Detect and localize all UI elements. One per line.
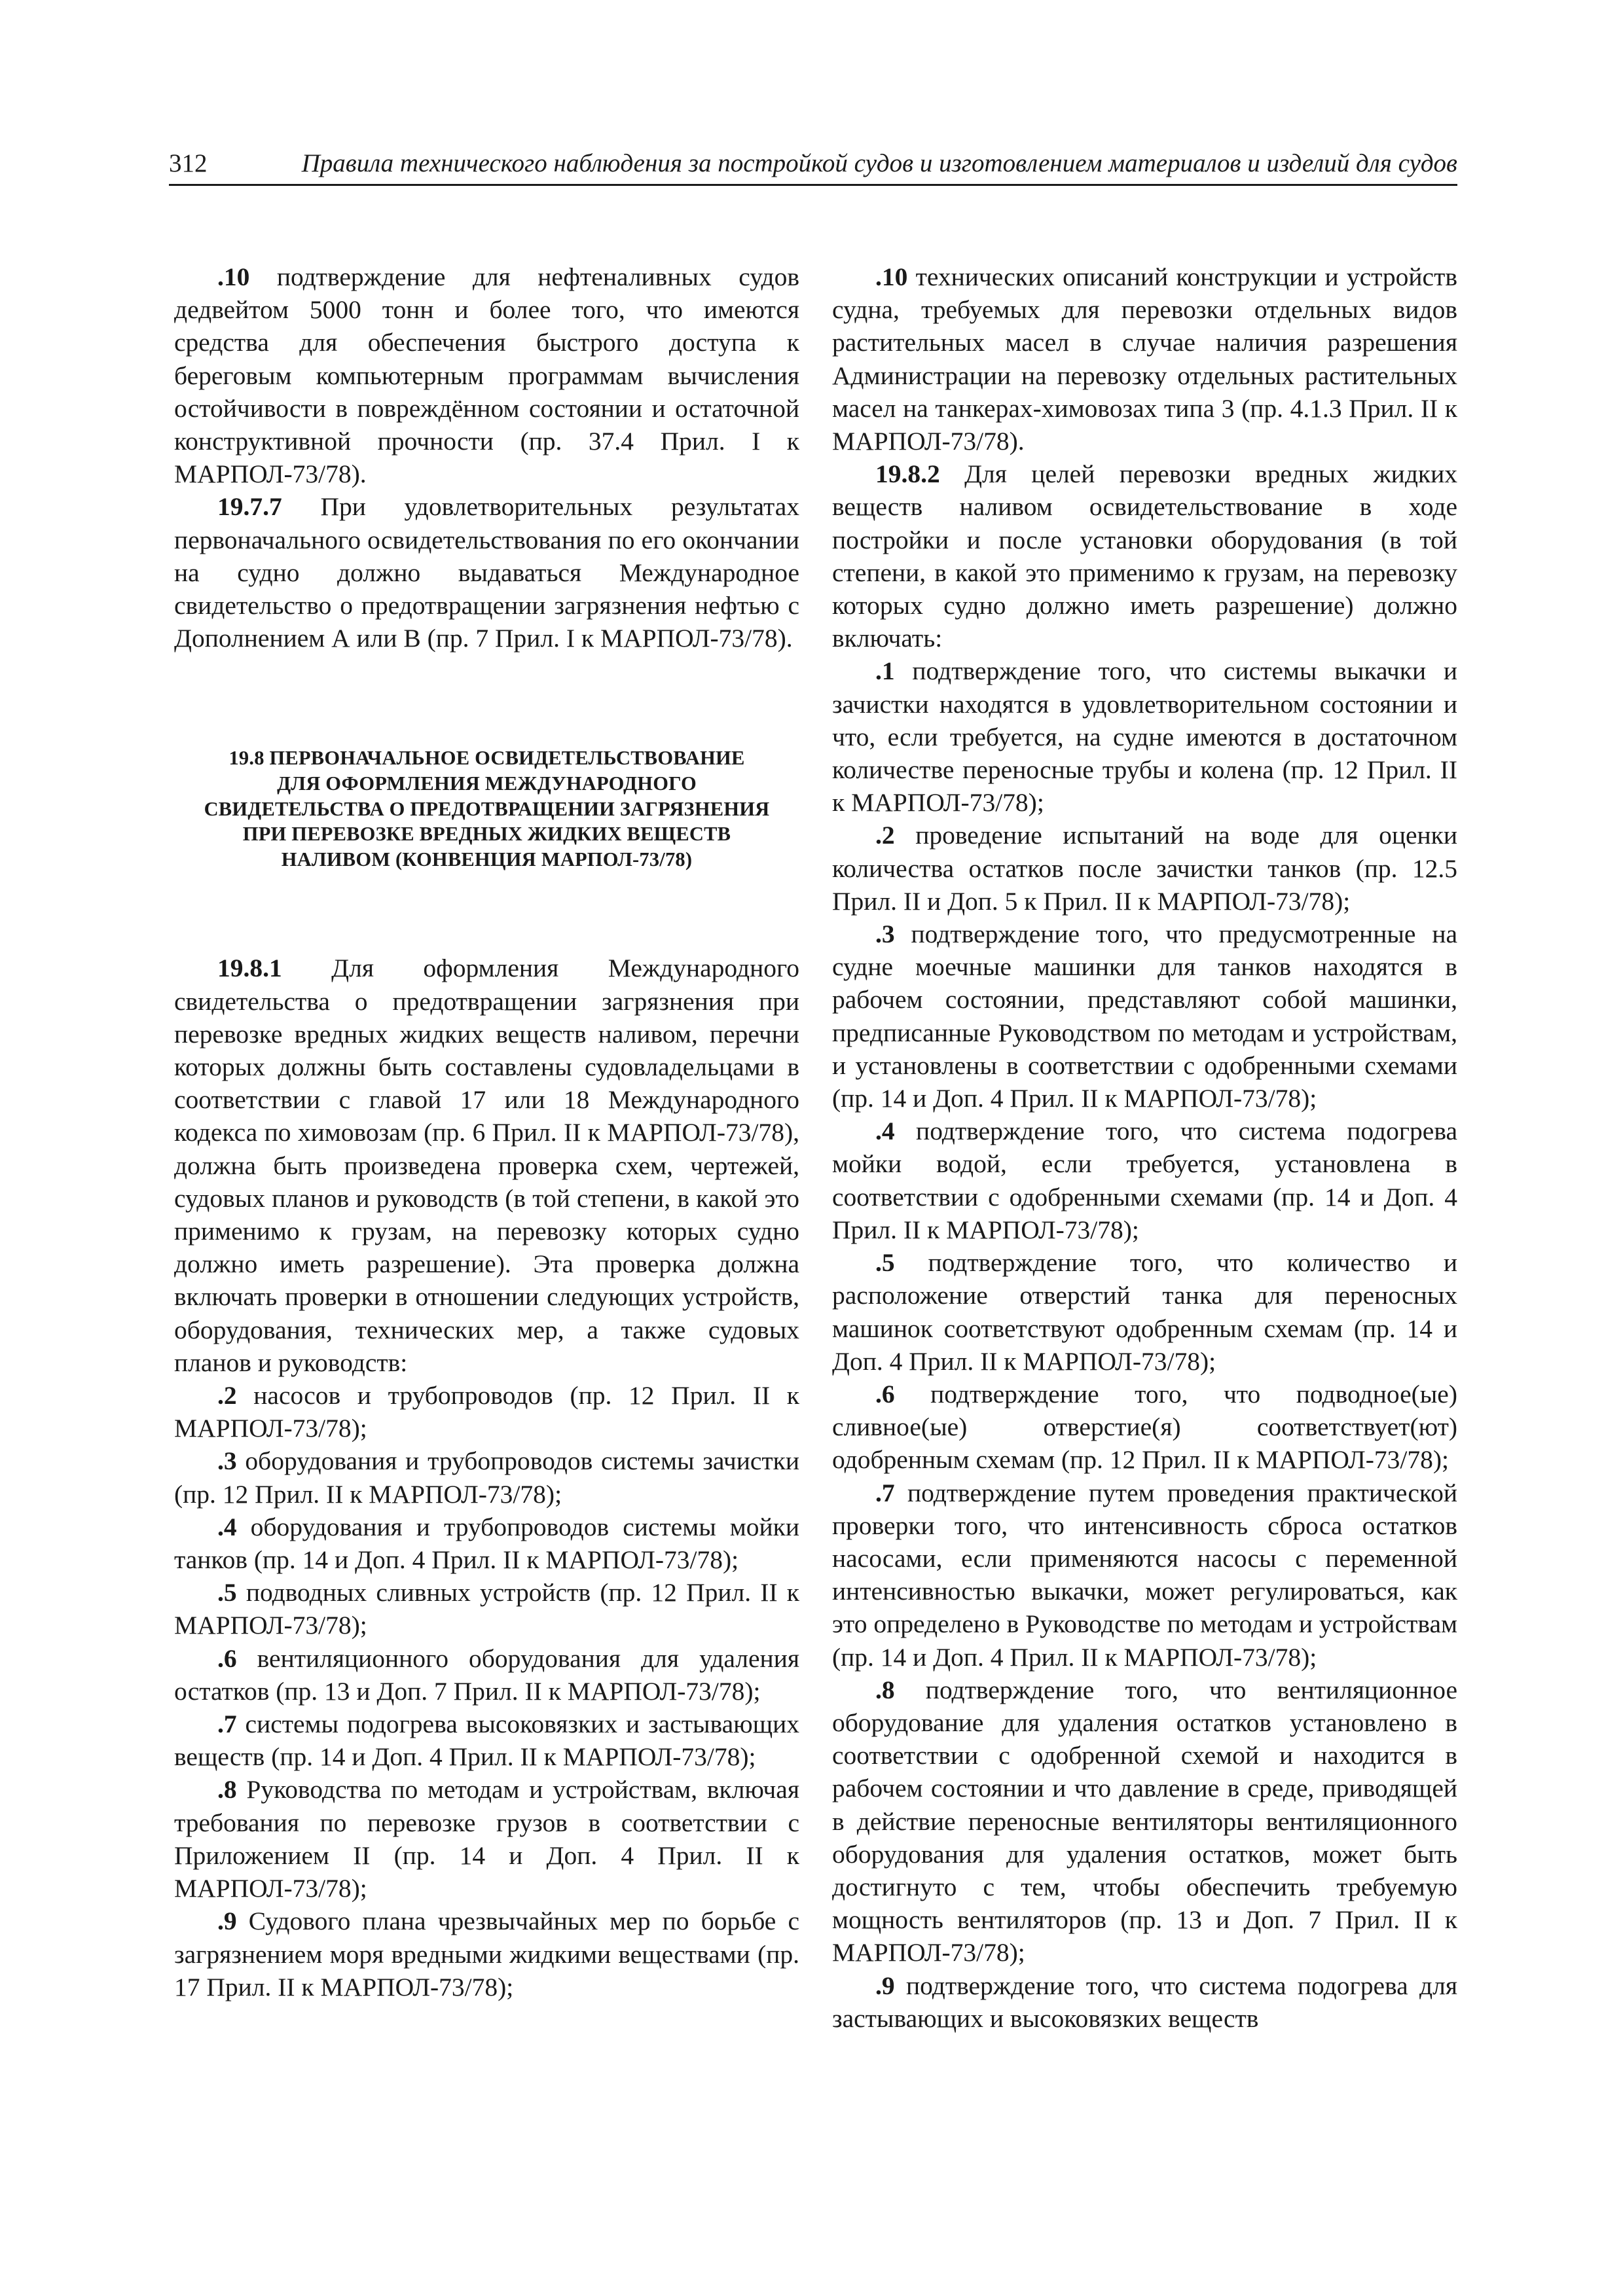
item-number: .6 [875,1379,895,1408]
item-text: подтверждение того, что система подогрева мойки водой, если требуется, установлена в соответствии с одобренными схемами (пр. 14 и Доп. 4 Прил. II к МАРПОЛ-73/78); [832,1117,1457,1244]
right-column [832,260,1457,2035]
heading-line: СВИДЕТЕЛЬСТВА О ПРЕДОТВРАЩЕНИИ ЗАГРЯЗНЕНИЯ [204,797,770,820]
item-number: .6 [217,1643,237,1673]
item-number: .5 [875,1248,895,1278]
paragraph-text: технических описаний конструкции и устройств судна, требуемых для перевозки отдельных видов растительных масел в случае наличия разрешения Администрации на перевозку отдельных растительных масел на танкерах-химовозах типа 3 (пр. 4.1.3 Прил. II к МАРПОЛ-73/78). [832,262,1457,456]
list-item [832,1477,1457,1674]
item-number: .8 [217,1775,237,1804]
left-column [174,260,799,2003]
item-text: насосов и трубопроводов (пр. 12 Прил. II к МАРПОЛ-73/78); [174,1381,799,1443]
item-number: .1 [875,656,895,686]
item-number: .4 [875,1117,895,1146]
item-number: .9 [217,1907,237,1936]
paragraph-number: 19.7.7 [217,492,282,522]
item-text: подтверждение того, что система подогрева для застывающих и высоковязких веществ [832,1971,1457,2033]
running-title: Правила технического наблюдения за постройкой судов и изготовлением материалов и изделий для судов [301,149,1457,177]
paragraph-19-8-2 [832,457,1457,655]
list-item [174,1773,799,1905]
paragraph-19-7-7 [174,490,799,655]
item-number: .3 [875,920,895,949]
item-text: подтверждение того, что системы выкачки и зачистки находятся в удовлетворительном состоянии и что, если требуется, на судне имеются в достаточном количестве переносные трубы и колена (пр. 12 Прил. II к МАРПОЛ-73/78); [832,656,1457,817]
paragraph-text: Для оформления Международного свидетельства о предотвращении загрязнения при перевозке вредных жидких веществ наливом, перечни которых должны быть составлены судовладельцами в соответствии с главой 17 или 18 Международного кодекса по химовозам (пр. 6 Прил. II к МАРПОЛ-73/78), должна быть произведена проверка схем, чертежей, судовых планов и руководств (в той степени, в какой это применимо к грузам, на перевозку которых судно должно иметь разрешение). Эта проверка должна включать проверки в отношении следующих устройств, оборудования, технических мер, а также судовых планов и руководств: [174,954,799,1377]
list-item [832,1246,1457,1378]
list-item [174,1576,799,1641]
list-item [832,1969,1457,2035]
paragraph-number: 19.8.1 [217,954,282,983]
item-number: .3 [217,1446,237,1476]
paragraph-10 [174,260,799,490]
item-text: оборудования и трубопроводов системы мойки танков (пр. 14 и Доп. 4 Прил. II к МАРПОЛ-73/78); [174,1512,799,1575]
list-item [832,819,1457,918]
paragraph-number: .10 [875,262,908,291]
item-text: Руководства по методам и устройствам, включая требования по перевозке грузов в соответствии с Приложением II (пр. 14 и Доп. 4 Прил. II к МАРПОЛ-73/78); [174,1775,799,1903]
header-rule [169,184,1457,186]
item-number: .2 [875,821,895,850]
item-text: подтверждение того, что предусмотренные на судне моечные машинки для танков находятся в рабочем состоянии, представляют собой машинки, предписанные Руководством по методам и устройствам, и установлены в соответствии с одобренными схемами (пр. 14 и Доп. 4 Прил. II к МАРПОЛ-73/78); [832,920,1457,1113]
list-item [832,1674,1457,1969]
list-item [832,655,1457,819]
paragraph-text: подтверждение для нефтеналивных судов дедвейтом 5000 тонн и более того, что имеются средства для обеспечения быстрого доступа к береговым компьютерным программам вычисления остойчивости в повреждённом состоянии и остаточной конструктивной прочности (пр. 37.4 Прил. I к МАРПОЛ-73/78). [174,262,799,489]
list-item [174,1379,799,1444]
item-text: подводных сливных устройств (пр. 12 Прил. II к МАРПОЛ-73/78); [174,1578,799,1640]
list-item [174,1642,799,1708]
paragraph-10-right [832,260,1457,457]
section-heading-19-8 [200,745,773,872]
item-number: .7 [875,1478,895,1507]
item-number: .9 [875,1971,895,2000]
heading-line: 19.8 ПЕРВОНАЧАЛЬНОЕ ОСВИДЕТЕЛЬСТВОВАНИЕ [228,747,745,770]
page-header [169,143,1457,182]
item-text: подтверждение того, что подводное(ые) сливное(ые) отверстие(я) соответствует(ют) одобренным схемам (пр. 12 Прил. II к МАРПОЛ-73/78); [832,1379,1457,1475]
heading-line: НАЛИВОМ (КОНВЕНЦИЯ МАРПОЛ-73/78) [281,848,693,870]
item-number: .8 [875,1675,895,1704]
item-text: подтверждение того, что количество и расположение отверстий танка для переносных машинок соответствуют одобренным схемам (пр. 14 и Доп. 4 Прил. II к МАРПОЛ-73/78); [832,1248,1457,1376]
heading-line: ДЛЯ ОФОРМЛЕНИЯ МЕЖДУНАРОДНОГО [277,772,697,795]
list-item [174,1444,799,1510]
paragraph-text: При удовлетворительных результатах первоначального освидетельствования по его окончании на судно должно выдаваться Международное свидетельство о предотвращении загрязнения нефтью с Дополнением А или В (пр. 7 Прил. I к МАРПОЛ-73/78). [174,492,799,653]
item-number: .5 [217,1578,237,1607]
paragraph-19-8-1 [174,952,799,1379]
item-text: системы подогрева высоковязких и застывающих веществ (пр. 14 и Доп. 4 Прил. II к МАРПОЛ-73/78); [174,1710,799,1772]
list-item [174,1708,799,1773]
list-item [832,918,1457,1115]
paragraph-number: 19.8.2 [875,459,940,489]
item-number: .2 [217,1381,237,1410]
item-text: Судового плана чрезвычайных мер по борьбе с загрязнением моря вредными жидкими веществами (пр. 17 Прил. II к МАРПОЛ-73/78); [174,1907,799,2001]
list-item [174,1511,799,1576]
paragraph-number: .10 [217,262,250,291]
list-item [174,1905,799,2003]
item-number: .4 [217,1512,237,1541]
list-item [832,1115,1457,1246]
item-text: подтверждение путем проведения практической проверки того, что интенсивность сброса остатков насосами, если применяются насосы с переменной интенсивностью выкачки, может регулироваться, как это определено в Руководстве по методам и устройствам (пр. 14 и Доп. 4 Прил. II к МАРПОЛ-73/78); [832,1478,1457,1672]
page-number: 312 [169,149,208,177]
item-number: .7 [217,1710,237,1739]
item-text: проведение испытаний на воде для оценки количества остатков после зачистки танков (пр. 12.5 Прил. II и Доп. 5 к Прил. II к МАРПОЛ-73/78); [832,821,1457,916]
item-text: подтверждение того, что вентиляционное оборудование для удаления остатков установлено в соответствии с одобренной схемой и находится в рабочем состоянии и что давление в среде, приводящей в действие переносные вентиляторы вентиляционного оборудования для удаления остатков, может быть достигнуто с тем, чтобы обеспечить требуемую мощность вентиляторов (пр. 13 и Доп. 7 Прил. II к МАРПОЛ-73/78); [832,1675,1457,1967]
heading-line: ПРИ ПЕРЕВОЗКЕ ВРЕДНЫХ ЖИДКИХ ВЕЩЕСТВ [242,823,731,846]
item-text: вентиляционного оборудования для удаления остатков (пр. 13 и Доп. 7 Прил. II к МАРПОЛ-73/78); [174,1643,799,1706]
item-text: оборудования и трубопроводов системы зачистки (пр. 12 Прил. II к МАРПОЛ-73/78); [174,1446,799,1509]
paragraph-text: Для целей перевозки вредных жидких веществ наливом освидетельствование в ходе постройки и после установки оборудования (в той степени, в какой это применимо к грузам, на перевозку которых судно должно иметь разрешение) должно включать: [832,459,1457,653]
list-item [832,1378,1457,1477]
